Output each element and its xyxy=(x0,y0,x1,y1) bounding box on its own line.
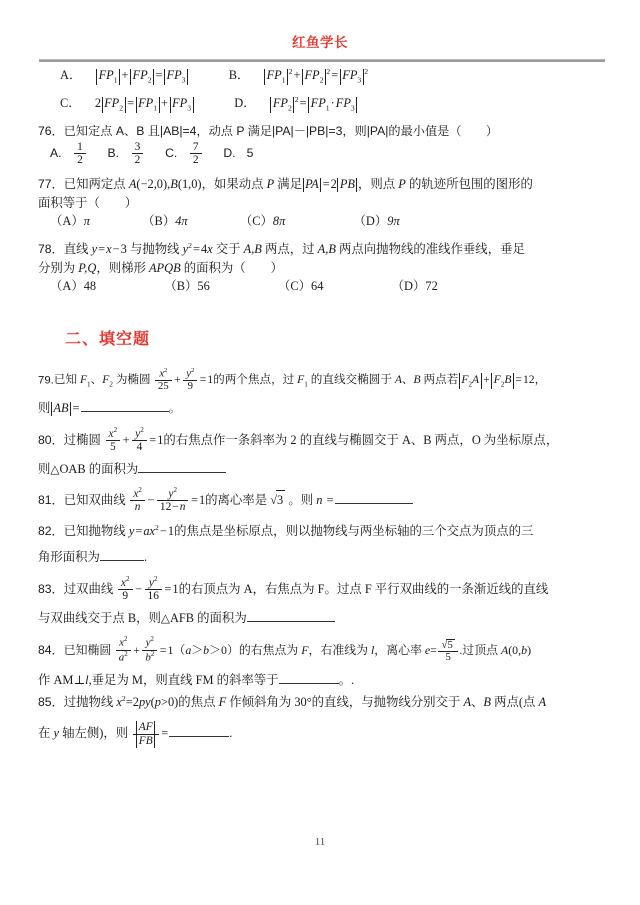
answer-blank-82[interactable] xyxy=(100,560,144,561)
option-label-78-a: （A） xyxy=(50,279,84,294)
question-85-stem-line1: 85．过抛物线 $x^2=2py(p>0)$的焦点 F 作倾斜角为 30°的直线，与抛物线分别交于 A、B 两点(点 A xyxy=(38,694,547,710)
question-78-stem-line2: 分别为 P,Q，则梯形 APQB 的面积为（ ） xyxy=(38,260,283,275)
question-79-stem-line2: 则 AB = 。 xyxy=(38,401,181,416)
choice-value-a: $FP_1 + FP_2 = FP_3$ xyxy=(96,68,189,82)
question-76-options xyxy=(38,141,608,166)
option-label-77-c: （C） xyxy=(239,214,273,229)
question-77-options xyxy=(38,212,608,231)
header-title: 红鱼学长 xyxy=(292,35,348,50)
answer-blank-83[interactable] xyxy=(247,621,335,622)
option-value-76-c: $\frac{7}{2}$ xyxy=(190,141,202,166)
option-label-76-d: D. xyxy=(223,146,236,161)
question-78-options xyxy=(38,277,608,296)
question-78-stem-line1: 78．直线 y=x−3 与抛物线 $y^2=4x$ 交于 A,B 两点，过 A,B 两点向抛物线的准线作垂线，垂足 xyxy=(38,241,525,257)
choice-value-c: 2 $FP_2 = FP_1 + FP_3$ xyxy=(95,96,194,110)
question-76-number: 76． xyxy=(38,124,64,139)
question-80-number: 80． xyxy=(38,432,64,447)
page-header xyxy=(0,36,640,50)
question-77-stem-line1: 77．已知两定点 A(−2,0),B(1,0)，如果动点 P 满足 PA =2 PB ，则点 P 的轨迹所包围的图形的 xyxy=(38,177,533,192)
option-label-77-a: （A） xyxy=(50,214,84,229)
question-82-stem-line1: 82．已知抛物线 $y=ax^2-1$的焦点是坐标原点，则以抛物线与两坐标轴的三个交点为顶点的三 xyxy=(38,523,534,539)
question-82-stem-line2: 角形面积为 . xyxy=(38,550,148,565)
question-77-stem-line2: 面积等于（ ） xyxy=(38,195,138,210)
question-81-stem: 81．已知双曲线 $\frac{x^2}{n}$ − $\frac{y^2}{12-n}$ =1的离心率是 √3 。则 n = xyxy=(38,487,608,513)
option-value-78-a: 48 xyxy=(83,279,97,294)
question-84-stem-line1: 84．已知椭圆 $\frac{x^2}{a^2}$ + $\frac{y^2}{b^2}$ =1（a＞b＞0）的右焦点为 F，右准线为 l，离心率 e= $\frac{√5}{5}$ .过顶点 A(0,b) xyxy=(38,636,532,664)
option-value-78-b: 56 xyxy=(197,279,210,294)
choice-label-d: D． xyxy=(234,96,256,111)
option-label-76-c: C. xyxy=(165,146,178,161)
answer-blank-81[interactable] xyxy=(335,503,413,504)
choice-row-prev-cd xyxy=(38,94,608,113)
document-content xyxy=(38,66,608,748)
option-value-76-d: 5 xyxy=(246,146,254,161)
question-79-number: 79. xyxy=(38,374,54,387)
option-value-76-b: $\frac{3}{2}$ xyxy=(132,141,144,166)
option-label-77-d: （D） xyxy=(353,214,388,229)
option-label-78-b: （B） xyxy=(164,279,198,294)
choice-label-a: A． xyxy=(60,68,82,83)
option-value-78-c: 64 xyxy=(311,279,324,294)
option-value-76-a: $\frac{1}{2}$ xyxy=(74,141,86,166)
answer-blank-85[interactable] xyxy=(169,736,229,737)
question-83-number: 83． xyxy=(38,581,64,596)
option-value-78-d: 72 xyxy=(425,279,438,294)
choice-row-prev-ab xyxy=(38,66,608,85)
question-79-stem-line1: 79.已知 $F_1$、$F_2$ 为椭圆 $\frac{x^2}{25}$ + $\frac{y^2}{9}$ =1的两个焦点，过 $F_1$ 的直线交椭圆于 A、B 两点若 $F_2A + F_2B =12$， xyxy=(38,366,547,392)
question-77-number: 77． xyxy=(38,177,64,192)
question-84-stem-line2: 作 AM⊥l,垂足为 M，则直线 FM 的斜率等于 。. xyxy=(38,672,355,687)
option-value-77-d: 9π xyxy=(387,214,400,229)
option-label-76-b: B. xyxy=(107,146,120,161)
question-80-stem-line2: 则△OAB 的面积为 xyxy=(38,460,608,479)
question-85-stem-line2: 在 y 轴左侧)，则 $\frac{AF}{FB}$ = . xyxy=(38,721,233,747)
question-80-stem-line1: 80．过椭圆 $\frac{x^2}{5}$ + $\frac{y^2}{4}$ =1的右焦点作一条斜率为 2 的直线与椭圆交于 A、B 两点，O 为坐标原点， xyxy=(38,425,559,453)
answer-blank-79[interactable] xyxy=(81,411,169,412)
question-81-number: 81． xyxy=(38,493,64,508)
question-83-stem-line2: 与双曲线交于点 B，则△AFB 的面积为 xyxy=(38,609,608,628)
question-76-stem xyxy=(38,122,608,141)
question-76-text: 已知定点 A、B 且|AB|=4，动点 P 满足|PA|－|PB|=3，则|PA|的最小值是（ ） xyxy=(63,124,499,139)
question-84-number: 84． xyxy=(38,643,64,658)
question-85-number: 85． xyxy=(38,695,64,710)
page-number: 11 xyxy=(314,836,326,848)
option-label-77-b: （B） xyxy=(142,214,176,229)
answer-blank-84[interactable] xyxy=(279,683,339,684)
answer-blank-80[interactable] xyxy=(138,472,226,473)
choice-value-b: $FP_1^2+ FP_2^2= FP_3^2$ xyxy=(264,68,368,82)
question-83-stem-line1: 83．过双曲线 $\frac{x^2}{9}$ − $\frac{y^2}{16}$ =1的右顶点为 A，右焦点为 F。过点 F 平行双曲线的一条渐近线的直线 xyxy=(38,574,549,602)
question-78-number: 78． xyxy=(38,242,64,257)
question-82-number: 82． xyxy=(38,524,64,539)
option-label-78-d: （D） xyxy=(391,279,426,294)
option-value-77-b: 4π xyxy=(175,214,188,229)
choice-label-c: C． xyxy=(60,96,81,111)
section-heading-fill-in-blank: 二、填空题 xyxy=(65,330,151,348)
option-value-77-c: 8π xyxy=(272,214,286,229)
option-label-76-a: A. xyxy=(50,146,62,161)
choice-label-b: B． xyxy=(228,68,250,83)
option-value-77-a: π xyxy=(83,214,90,229)
choice-value-d: $FP_2^2= FP_1\cdot FP_3$ xyxy=(270,96,358,110)
header-divider xyxy=(39,59,605,62)
option-label-78-c: （C） xyxy=(278,279,312,294)
